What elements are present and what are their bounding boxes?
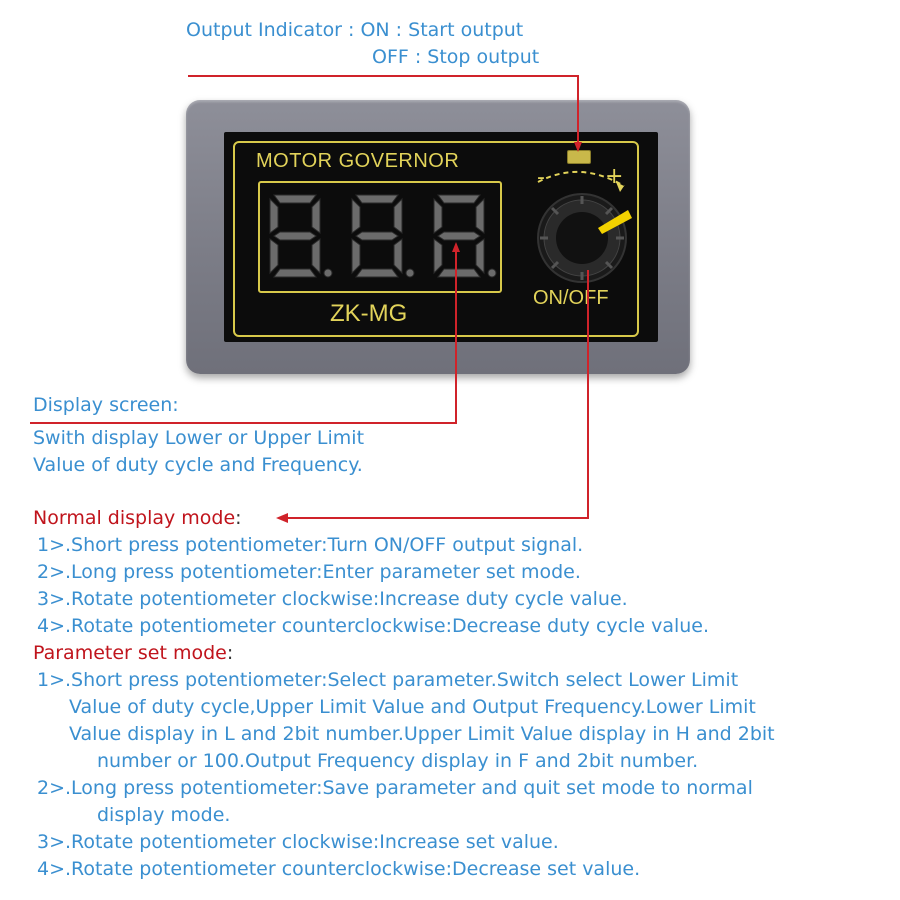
- param-mode-item2-line: display mode.: [97, 804, 231, 826]
- param-mode-item1-line: 1>.Short press potentiometer:Select parameter.Switch select Lower Limit: [37, 669, 739, 691]
- display-screen-desc2: Value of duty cycle and Frequency.: [33, 454, 363, 476]
- param-mode-heading: Parameter set mode:: [33, 642, 234, 664]
- normal-mode-item: 3>.Rotate potentiometer clockwise:Increase duty cycle value.: [37, 588, 628, 610]
- param-mode-item4: 4>.Rotate potentiometer counterclockwise:Decrease set value.: [37, 858, 641, 880]
- param-mode-item2-line: 2>.Long press potentiometer:Save parameter and quit set mode to normal: [37, 777, 753, 799]
- display-screen-title: Display screen:: [33, 394, 179, 416]
- knob-plus-label: +: [605, 164, 624, 189]
- param-mode-item1-line: Value of duty cycle,Upper Limit Value and Output Frequency.Lower Limit: [69, 696, 756, 718]
- output-indicator-line2: OFF : Stop output: [372, 46, 540, 68]
- param-mode-item1-line: number or 100.Output Frequency display in F and 2bit number.: [97, 750, 699, 772]
- device-title: MOTOR GOVERNOR: [256, 150, 460, 172]
- param-mode-item3: 3>.Rotate potentiometer clockwise:Increase set value.: [37, 831, 559, 853]
- knob-minus-label: -: [537, 165, 545, 190]
- normal-mode-item: 4>.Rotate potentiometer counterclockwise:Decrease duty cycle value.: [37, 615, 710, 637]
- normal-mode-item: 1>.Short press potentiometer:Turn ON/OFF output signal.: [37, 534, 584, 556]
- knob-onoff-label: ON/OFF: [533, 287, 609, 309]
- output-indicator-line1: Output Indicator : ON : Start output: [186, 19, 524, 41]
- param-mode-item1-line: Value display in L and 2bit number.Upper Limit Value display in H and 2bit: [69, 723, 775, 745]
- model-label: ZK-MG: [330, 300, 408, 327]
- display-screen-desc1: Swith display Lower or Upper Limit: [33, 427, 365, 449]
- normal-mode-item: 2>.Long press potentiometer:Enter parameter set mode.: [37, 561, 581, 583]
- normal-mode-heading: Normal display mode:: [33, 507, 242, 529]
